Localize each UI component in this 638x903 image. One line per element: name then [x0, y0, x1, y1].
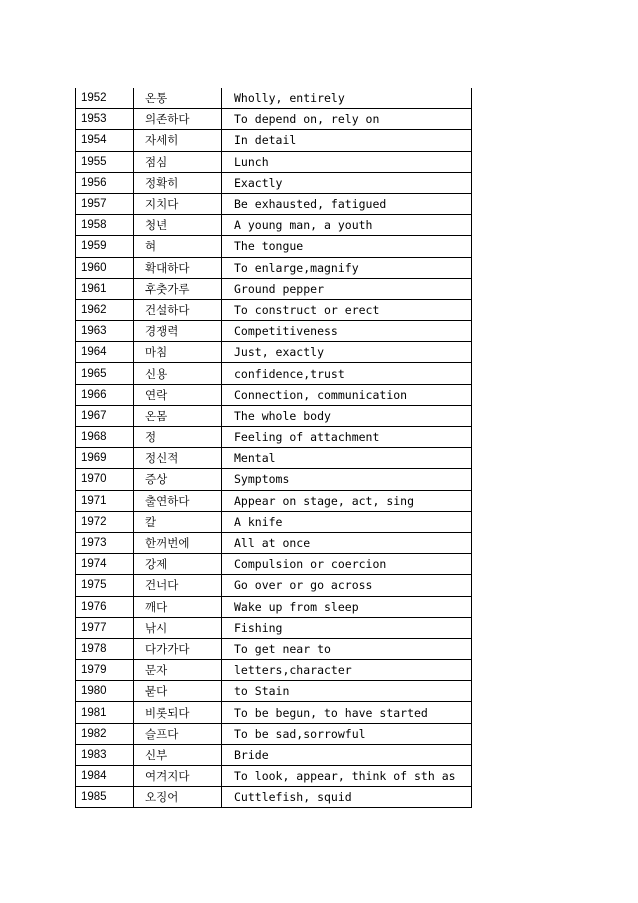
table-row — [76, 405, 472, 426]
entry-number: 1962 — [76, 299, 134, 320]
entry-number: 1981 — [76, 702, 134, 723]
table-row — [76, 448, 472, 469]
korean-word: 경쟁력 — [134, 321, 222, 342]
entry-number: 1957 — [76, 193, 134, 214]
entry-number: 1960 — [76, 257, 134, 278]
table-row — [76, 554, 472, 575]
entry-number: 1961 — [76, 278, 134, 299]
korean-word: 묻다 — [134, 681, 222, 702]
table-row — [76, 744, 472, 765]
entry-number: 1952 — [76, 88, 134, 109]
entry-number: 1984 — [76, 766, 134, 787]
table-row — [76, 172, 472, 193]
korean-word: 정신적 — [134, 448, 222, 469]
english-meaning: A knife — [222, 511, 472, 532]
entry-number: 1972 — [76, 511, 134, 532]
korean-word: 온몸 — [134, 405, 222, 426]
table-row — [76, 660, 472, 681]
table-row — [76, 236, 472, 257]
english-meaning: Lunch — [222, 151, 472, 172]
korean-word: 증상 — [134, 469, 222, 490]
entry-number: 1973 — [76, 532, 134, 553]
entry-number: 1954 — [76, 130, 134, 151]
table-row — [76, 723, 472, 744]
english-meaning: Be exhausted, fatigued — [222, 193, 472, 214]
english-meaning: letters,character — [222, 660, 472, 681]
entry-number: 1977 — [76, 617, 134, 638]
table-row — [76, 638, 472, 659]
korean-word: 오징어 — [134, 787, 222, 808]
table-row — [76, 193, 472, 214]
english-meaning: To look, appear, think of sth as — [222, 766, 472, 787]
table-row — [76, 88, 472, 109]
entry-number: 1982 — [76, 723, 134, 744]
table-row — [76, 109, 472, 130]
entry-number: 1965 — [76, 363, 134, 384]
english-meaning: Symptoms — [222, 469, 472, 490]
entry-number: 1970 — [76, 469, 134, 490]
korean-word: 점심 — [134, 151, 222, 172]
entry-number: 1983 — [76, 744, 134, 765]
table-row — [76, 278, 472, 299]
korean-word: 온통 — [134, 88, 222, 109]
english-meaning: A young man, a youth — [222, 215, 472, 236]
korean-word: 슬프다 — [134, 723, 222, 744]
table-row — [76, 575, 472, 596]
entry-number: 1955 — [76, 151, 134, 172]
entry-number: 1976 — [76, 596, 134, 617]
korean-word: 확대하다 — [134, 257, 222, 278]
korean-word: 혀 — [134, 236, 222, 257]
korean-word: 청년 — [134, 215, 222, 236]
english-meaning: Connection, communication — [222, 384, 472, 405]
entry-number: 1978 — [76, 638, 134, 659]
english-meaning: Feeling of attachment — [222, 427, 472, 448]
table-row — [76, 151, 472, 172]
korean-word: 문자 — [134, 660, 222, 681]
entry-number: 1964 — [76, 342, 134, 363]
table-row — [76, 596, 472, 617]
english-meaning: Wake up from sleep — [222, 596, 472, 617]
korean-word: 신부 — [134, 744, 222, 765]
korean-word: 후춧가루 — [134, 278, 222, 299]
entry-number: 1963 — [76, 321, 134, 342]
korean-word: 출연하다 — [134, 490, 222, 511]
table-row — [76, 681, 472, 702]
korean-word: 비롯되다 — [134, 702, 222, 723]
table-row — [76, 321, 472, 342]
table-row — [76, 766, 472, 787]
korean-word: 연락 — [134, 384, 222, 405]
english-meaning: The whole body — [222, 405, 472, 426]
english-meaning: Bride — [222, 744, 472, 765]
english-meaning: Ground pepper — [222, 278, 472, 299]
korean-word: 건설하다 — [134, 299, 222, 320]
table-row — [76, 363, 472, 384]
english-meaning: The tongue — [222, 236, 472, 257]
entry-number: 1953 — [76, 109, 134, 130]
korean-word: 깨다 — [134, 596, 222, 617]
korean-word: 지치다 — [134, 193, 222, 214]
entry-number: 1958 — [76, 215, 134, 236]
table-row — [76, 257, 472, 278]
table-row — [76, 490, 472, 511]
english-meaning: Mental — [222, 448, 472, 469]
english-meaning: Just, exactly — [222, 342, 472, 363]
korean-word: 마침 — [134, 342, 222, 363]
table-row — [76, 130, 472, 151]
table-row — [76, 299, 472, 320]
english-meaning: to Stain — [222, 681, 472, 702]
english-meaning: All at once — [222, 532, 472, 553]
entry-number: 1975 — [76, 575, 134, 596]
korean-word: 정확히 — [134, 172, 222, 193]
table-row — [76, 215, 472, 236]
korean-word: 건너다 — [134, 575, 222, 596]
english-meaning: Fishing — [222, 617, 472, 638]
english-meaning: Appear on stage, act, sing — [222, 490, 472, 511]
entry-number: 1969 — [76, 448, 134, 469]
entry-number: 1968 — [76, 427, 134, 448]
table-row — [76, 342, 472, 363]
table-row — [76, 702, 472, 723]
english-meaning: Go over or go across — [222, 575, 472, 596]
table-row — [76, 617, 472, 638]
korean-word: 여겨지다 — [134, 766, 222, 787]
english-meaning: Competitiveness — [222, 321, 472, 342]
entry-number: 1974 — [76, 554, 134, 575]
english-meaning: To be begun, to have started — [222, 702, 472, 723]
english-meaning: confidence,trust — [222, 363, 472, 384]
korean-word: 신용 — [134, 363, 222, 384]
table-row — [76, 427, 472, 448]
table-row — [76, 511, 472, 532]
entry-number: 1956 — [76, 172, 134, 193]
korean-word: 다가가다 — [134, 638, 222, 659]
korean-word: 강제 — [134, 554, 222, 575]
table-row — [76, 532, 472, 553]
english-meaning: To enlarge,magnify — [222, 257, 472, 278]
entry-number: 1980 — [76, 681, 134, 702]
vocabulary-table-body — [76, 88, 472, 808]
table-row — [76, 787, 472, 808]
korean-word: 의존하다 — [134, 109, 222, 130]
entry-number: 1966 — [76, 384, 134, 405]
entry-number: 1959 — [76, 236, 134, 257]
table-row — [76, 384, 472, 405]
entry-number: 1967 — [76, 405, 134, 426]
english-meaning: In detail — [222, 130, 472, 151]
english-meaning: Exactly — [222, 172, 472, 193]
korean-word: 자세히 — [134, 130, 222, 151]
korean-word: 낚시 — [134, 617, 222, 638]
english-meaning: Wholly, entirely — [222, 88, 472, 109]
english-meaning: Cuttlefish, squid — [222, 787, 472, 808]
english-meaning: To construct or erect — [222, 299, 472, 320]
korean-word: 한꺼번에 — [134, 532, 222, 553]
english-meaning: To be sad,sorrowful — [222, 723, 472, 744]
vocabulary-table — [75, 88, 472, 808]
entry-number: 1985 — [76, 787, 134, 808]
table-row — [76, 469, 472, 490]
english-meaning: To get near to — [222, 638, 472, 659]
entry-number: 1971 — [76, 490, 134, 511]
korean-word: 칼 — [134, 511, 222, 532]
english-meaning: To depend on, rely on — [222, 109, 472, 130]
english-meaning: Compulsion or coercion — [222, 554, 472, 575]
entry-number: 1979 — [76, 660, 134, 681]
korean-word: 정 — [134, 427, 222, 448]
